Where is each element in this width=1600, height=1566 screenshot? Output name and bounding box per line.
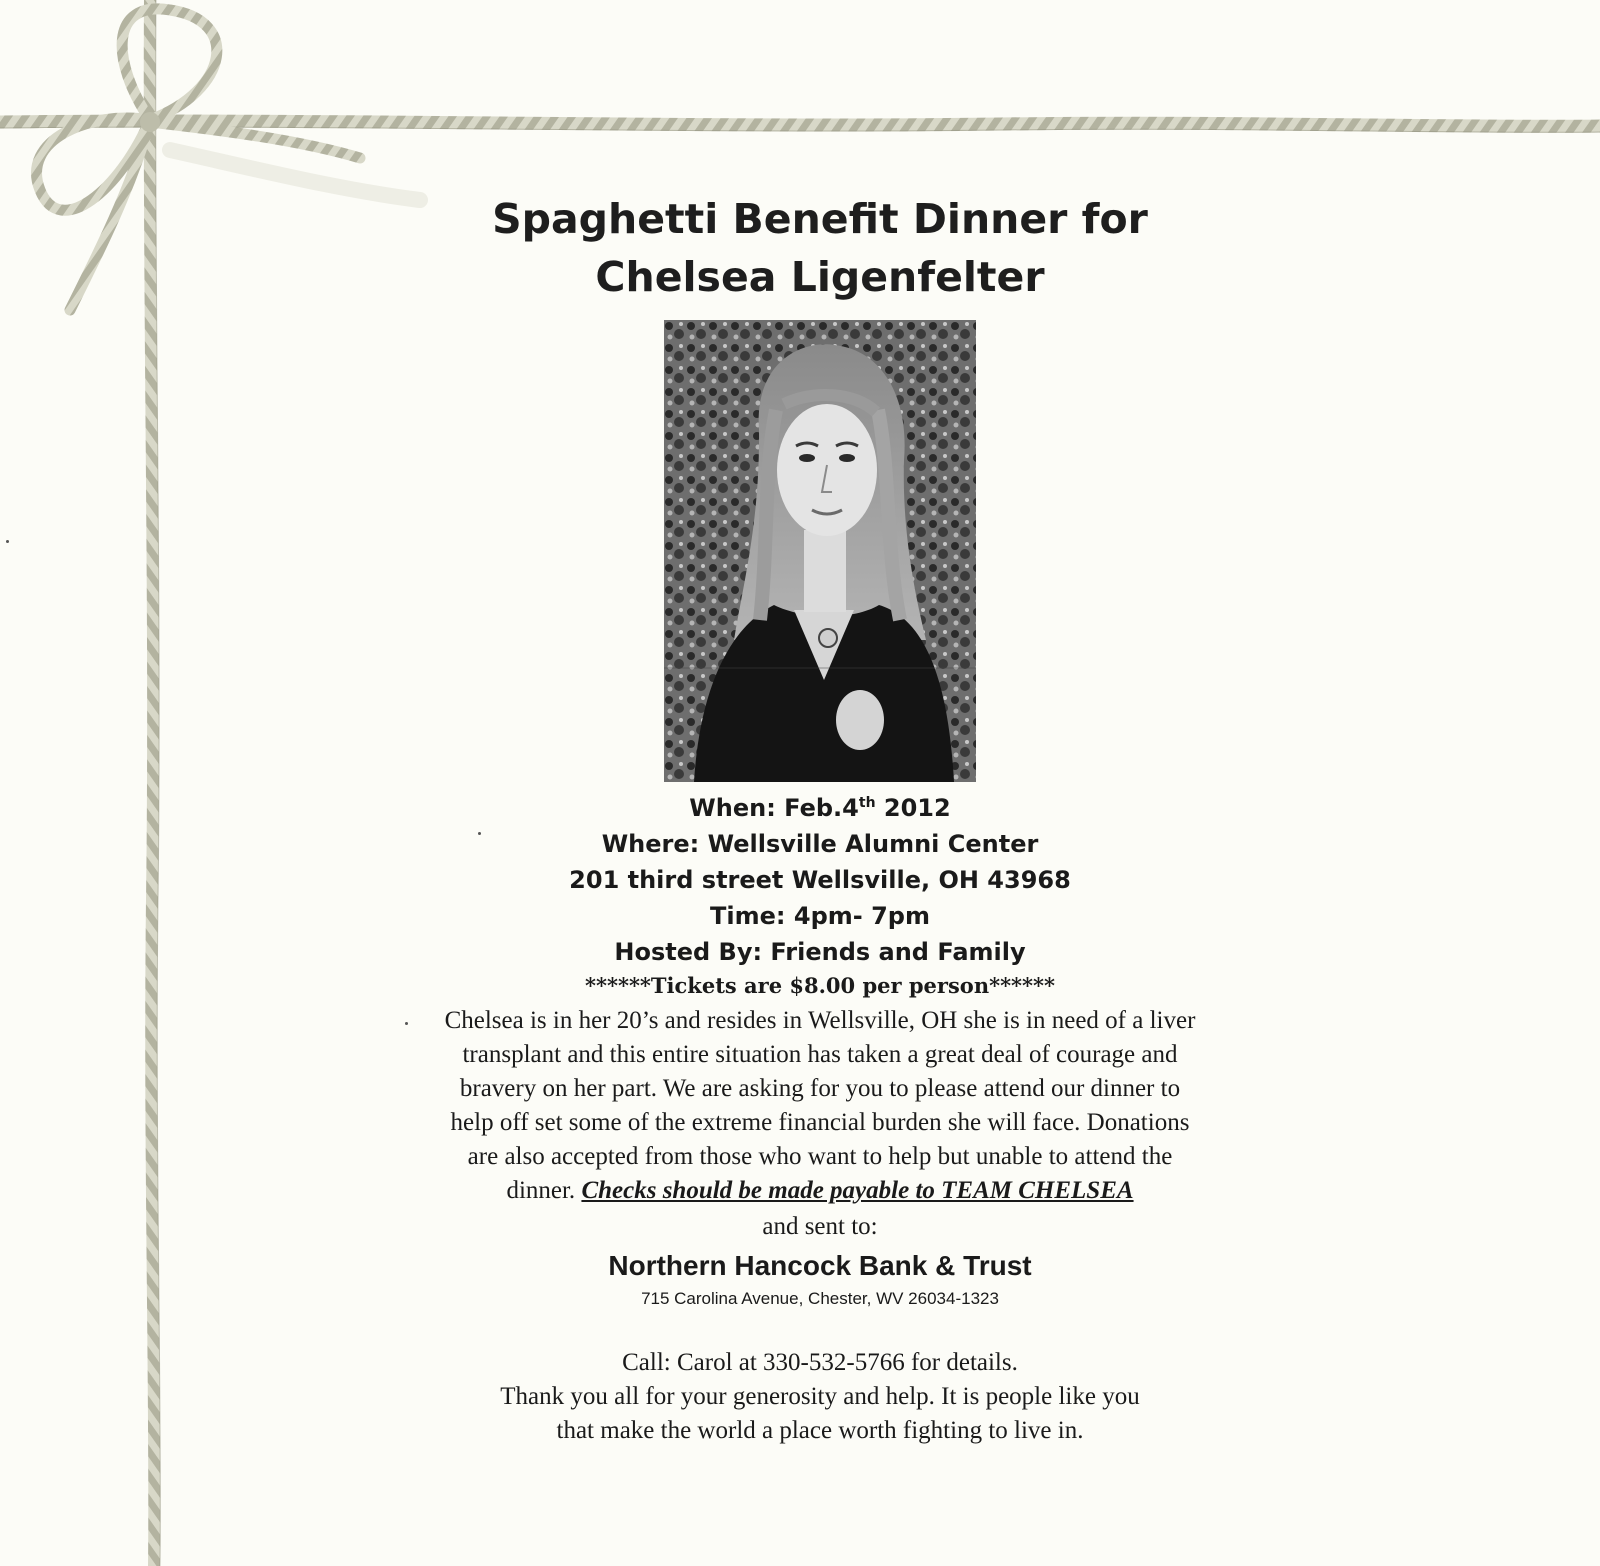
flyer-content (420, 190, 1220, 1448)
portrait-photo (664, 320, 976, 782)
closing-message (420, 1346, 1220, 1448)
flyer-description (440, 1004, 1200, 1208)
paper-speck (6, 540, 9, 543)
title-line-1: Spaghetti Benefit Dinner for (492, 195, 1148, 243)
thanks-line-2: that make the world a place worth fighting to live in. (556, 1417, 1084, 1444)
when-ordinal: th (858, 795, 876, 811)
portrait-photo-image (664, 320, 976, 782)
paper-speck (405, 1022, 408, 1025)
bank-name: Northern Hancock Bank & Trust (608, 1250, 1032, 1281)
description-text: Chelsea is in her 20’s and resides in Wellsville, OH she is in need of a liver transplant and this entire situation has taken a great deal of courage and bravery on her part. We are asking for you to please attend our dinner to help off set some of the extreme financial burden she will face. Donations are also accepted from those who want to help but unable to attend the dinner. (444, 1007, 1196, 1204)
event-address: 201 third street Wellsville, OH 43968 (569, 866, 1071, 894)
event-when (420, 790, 1220, 826)
ticket-price: ******Tickets are $8.00 per person****** (585, 973, 1055, 998)
event-where: Where: Wellsville Alumni Center (601, 830, 1039, 858)
thanks-line-1: Thank you all for your generosity and help. It is people like you (500, 1383, 1140, 1410)
when-text: When: Feb.4 (689, 794, 859, 822)
sent-to-text: and sent to: (762, 1213, 878, 1240)
event-time: Time: 4pm- 7pm (710, 902, 930, 930)
contact-line: Call: Carol at 330-532-5766 for details. (622, 1349, 1018, 1376)
checks-payable-note: Checks should be made payable to TEAM CHELSEA (581, 1177, 1134, 1204)
event-details (420, 790, 1220, 970)
flyer-title (420, 190, 1220, 306)
title-line-2: Chelsea Ligenfelter (595, 253, 1045, 301)
event-host: Hosted By: Friends and Family (614, 938, 1026, 966)
bank-address: 715 Carolina Avenue, Chester, WV 26034-1323 (641, 1289, 999, 1308)
when-year: 2012 (875, 794, 951, 822)
